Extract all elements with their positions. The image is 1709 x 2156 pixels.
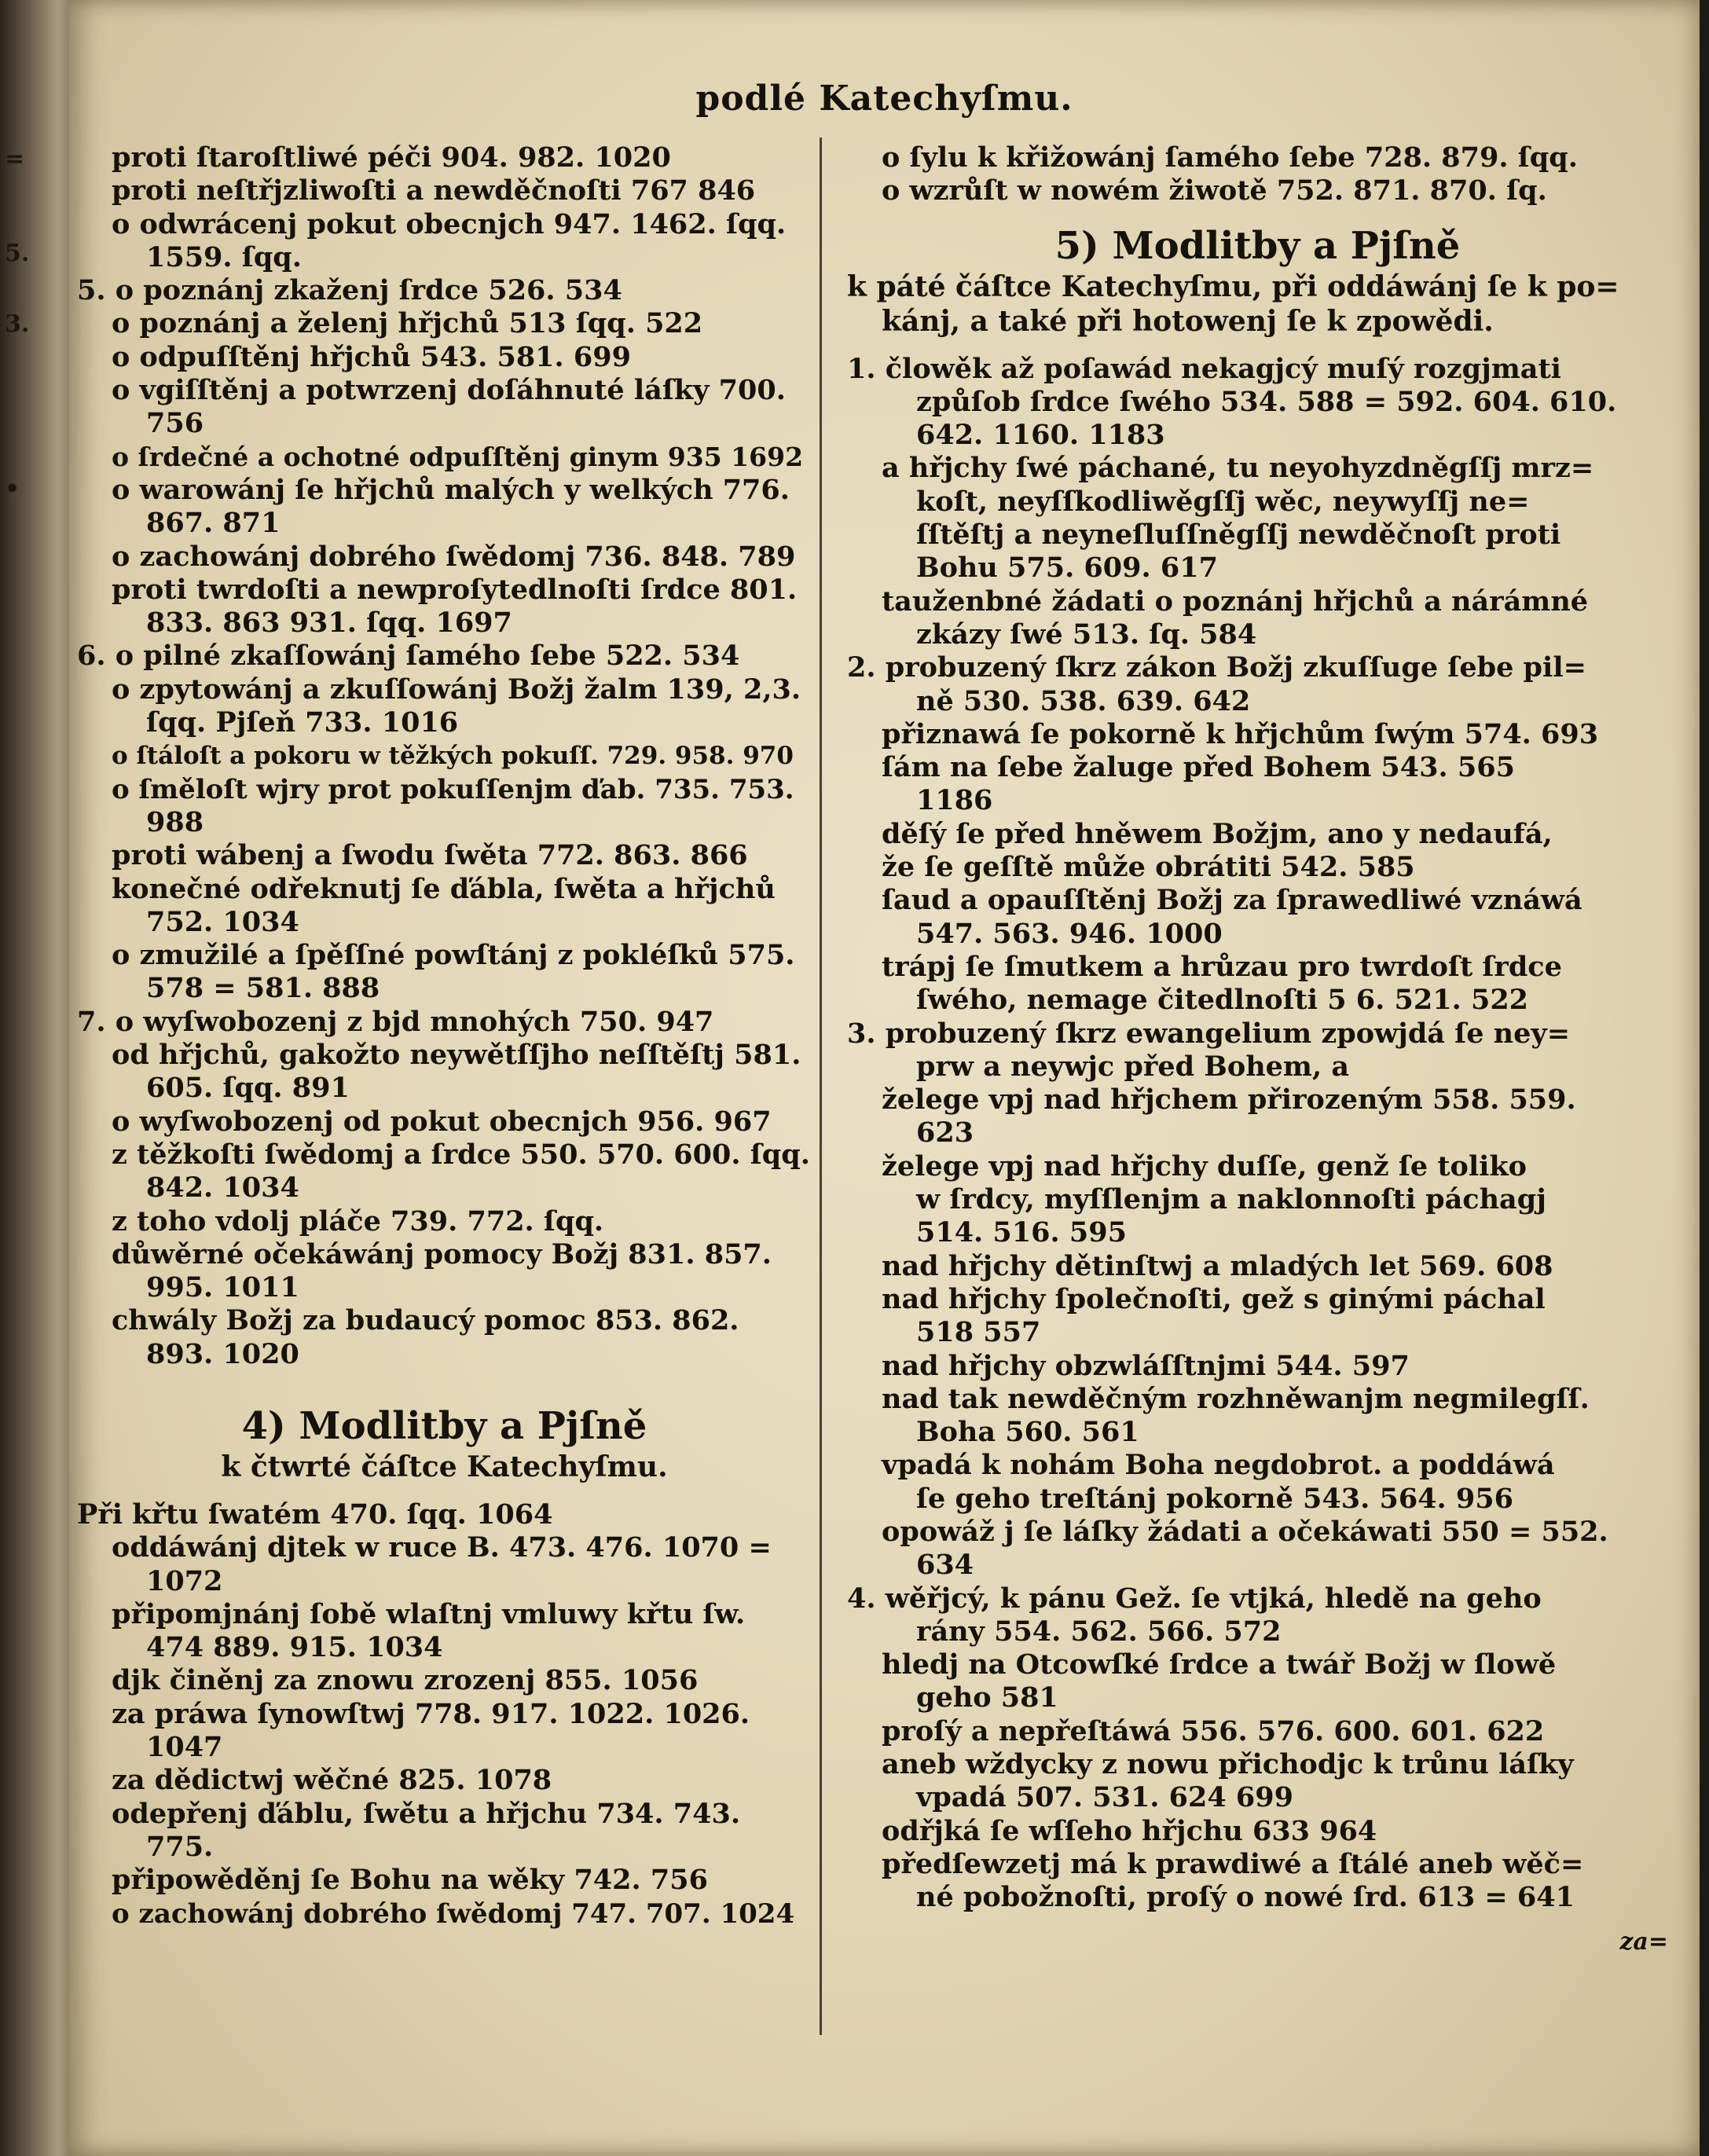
index-entry: Při křtu ſwatém 470. ſqq. 1064: [77, 1498, 553, 1531]
index-entry: ſwého, nemage čitedlnoſti 5 6. 521. 522: [916, 984, 1529, 1017]
index-entry: o odwrácenj pokut obecnjch 947. 1462. ſqq.: [112, 207, 787, 240]
index-entry: 988: [146, 805, 204, 838]
index-entry: nad hřjchy obzwláſſtnjmi 544. 597: [882, 1349, 1410, 1382]
index-entry: trápj ſe ſmutkem a hrůzau pro twrdoſt ſrdce: [882, 950, 1562, 983]
index-entry: připomjnánj ſobě wlaſtnj vmluwy křtu ſw.: [112, 1597, 746, 1630]
index-entry: z těžkoſti ſwědomj a ſrdce 550. 570. 600. ſqq.: [112, 1138, 810, 1171]
index-entry: o zpytowánj a zkuſſowánj Božj žalm 139, 2,3.: [112, 673, 801, 706]
index-entry: o wyſwobozenj od pokut obecnjch 956. 967: [112, 1105, 772, 1138]
edge-mark: =: [5, 145, 25, 173]
index-entry: 1. člowěk až poſawád nekagjcý muſý rozgjmati: [847, 352, 1561, 385]
index-entry: nad hřjchy ſpolečnoſti, gež s ginými páchal: [882, 1282, 1546, 1315]
index-entry: geho 581: [916, 1681, 1058, 1714]
index-entry: 4. wěřjcý, k pánu Gež. ſe vtjká, hledě na geho: [847, 1582, 1542, 1615]
section-5-index-list: [847, 353, 1668, 1915]
catchword: za=: [1619, 1927, 1668, 1956]
section-gap: [77, 1484, 812, 1498]
section-5-title: 5) Modlitby a Pjſně: [1054, 223, 1461, 268]
index-entry: že ſe geſſtě může obrátiti 542. 585: [882, 851, 1415, 884]
index-entry: nad tak newděčným rozhněwanjm negmilegſſ.: [882, 1382, 1590, 1415]
index-entry: 547. 563. 946. 1000: [916, 917, 1223, 950]
index-entry: o odpuſſtěnj hřjchů 543. 581. 699: [112, 340, 631, 373]
section-gap: [77, 1371, 812, 1402]
index-entry: připowěděnj ſe Bohu na wěky 742. 756: [112, 1864, 708, 1897]
column-divider: [820, 138, 822, 2035]
index-entry: o wzrůſt w nowém žiwotě 752. 871. 870. ſq.: [882, 174, 1547, 207]
section-gap: [847, 339, 1668, 353]
index-entry: rány 554. 562. 566. 572: [916, 1615, 1282, 1648]
index-entry: o poznánj a želenj hřjchů 513 ſqq. 522: [112, 307, 703, 340]
index-entry: 2. probuzený ſkrz zákon Božj zkuſſuge ſebe pil=: [847, 651, 1586, 684]
index-entry: opowáž j ſe láſky žádati a očekáwati 550 = 552.: [882, 1515, 1608, 1548]
edge-mark: •: [5, 475, 20, 503]
index-entry: w ſrdcy, myſſlenjm a naklonnoſti páchagj: [916, 1183, 1546, 1216]
index-entry: zkázy ſwé 513. ſq. 584: [916, 618, 1257, 651]
index-entry: o zachowánj dobrého ſwědomj 736. 848. 789: [112, 540, 796, 573]
page-paper: [69, 0, 1700, 2156]
index-entry: ſám na ſebe žaluge před Bohem 543. 565: [882, 751, 1515, 784]
index-entry: oddáwánj djtek w ruce B. 473. 476. 1070 =: [112, 1531, 772, 1564]
index-entry: 518 557: [916, 1316, 1041, 1349]
index-entry: 605. ſqq. 891: [146, 1072, 350, 1105]
index-entry: od hřjchů, gakožto neywětſſjho neſſtěſtj 581.: [112, 1039, 801, 1072]
index-entry: chwály Božj za budaucý pomoc 853. 862.: [112, 1304, 739, 1337]
index-entry: o zmužilé a ſpěſſné powſtánj z pokléſků 575.: [112, 939, 795, 972]
index-entry: 833. 863 931. ſqq. 1697: [146, 607, 512, 640]
index-entry: přiznawá ſe pokorně k hřjchům ſwým 574. 693: [882, 717, 1599, 750]
index-entry: 1047: [146, 1731, 223, 1764]
index-entry: 623: [916, 1116, 974, 1150]
index-entry: 634: [916, 1549, 974, 1582]
index-entry: proſý a nepřeſtáwá 556. 576. 600. 601. 622: [882, 1714, 1545, 1747]
index-entry: 474 889. 915. 1034: [146, 1631, 443, 1664]
index-entry: odepřenj ďáblu, ſwětu a hřjchu 734. 743.: [112, 1797, 741, 1830]
index-entry: proti twrdoſti a newproſytedlnoſti ſrdce 801.: [112, 573, 798, 606]
index-entry: o ſylu k křižowánj ſamého ſebe 728. 879. ſqq.: [882, 141, 1578, 174]
section-5-subtitle-line-1: k páté čáſtce Katechyſmu, při oddáwánj ſe k po=: [847, 270, 1619, 303]
section-4-title: 4) Modlitby a Pjſně: [241, 1403, 647, 1448]
index-entry: 642. 1160. 1183: [916, 419, 1165, 452]
index-entry: 775.: [146, 1830, 214, 1863]
index-entry: 756: [146, 407, 204, 440]
index-entry: 5. o poznánj zkaženj ſrdce 526. 534: [77, 274, 622, 307]
index-entry: ně 530. 538. 639. 642: [916, 684, 1251, 717]
index-entry: koſt, neyſſkodliwěgſſj wěc, neywyſſj ne=: [916, 485, 1530, 518]
previous-page-edge: [0, 0, 72, 2156]
index-entry: o ſtáloſt a pokoru w těžkých pokuſſ. 729. 958. 970: [112, 742, 794, 771]
index-entry: proti neſtřjzliwoſti a newděčnoſti 767 846: [112, 174, 756, 207]
index-entry: za práwa ſynowſtwj 778. 917. 1022. 1026.: [112, 1697, 750, 1730]
index-entry: Bohu 575. 609. 617: [916, 552, 1218, 585]
index-entry: ſe geho treſtánj pokorně 543. 564. 956: [916, 1482, 1513, 1515]
index-entry: 995. 1011: [146, 1271, 299, 1304]
index-entry: z toho vdolj pláče 739. 772. ſqq.: [112, 1204, 604, 1238]
index-entry: nad hřjchy dětinſtwj a mladých let 569. 608: [882, 1249, 1553, 1282]
index-entry: důwěrné očekáwánj pomocy Božj 831. 857.: [112, 1238, 772, 1270]
index-entry: odřjká ſe wſſeho hřjchu 633 964: [882, 1814, 1377, 1847]
right-top-index-list: [847, 141, 1668, 208]
index-entry: proti ſtaroſtliwé péči 904. 982. 1020: [112, 141, 671, 174]
index-entry: o vgiſſtěnj a potwrzenj doſáhnuté láſky 700.: [112, 374, 786, 407]
index-entry: aneb wždycky z nowu přichodjc k trůnu láſky: [882, 1748, 1574, 1781]
index-entry: předſewzetj má k prawdiwé a ſtálé aneb wěč=: [882, 1847, 1584, 1880]
index-entry: děſý ſe před hněwem Božjm, ano y nedaufá,: [882, 817, 1553, 850]
index-entry: 514. 516. 595: [916, 1216, 1127, 1249]
index-entry: 842. 1034: [146, 1172, 299, 1204]
index-entry: želege vpj nad hřjchem přirozeným 558. 559.: [882, 1084, 1576, 1116]
index-entry: a hřjchy ſwé páchané, tu neyohyzdněgſſj mrz=: [882, 452, 1594, 485]
index-entry: o warowánj ſe hřjchů malých y welkých 776.: [112, 473, 790, 506]
index-entry: 1559. ſqq.: [146, 240, 302, 273]
index-entry: o ſměloſt wjry prot pokuſſenjm ďab. 735. 753.: [112, 773, 794, 805]
page-title: podlé Katechyſmu.: [695, 79, 1073, 119]
index-entry: 6. o pilné zkaſſowánj ſamého ſebe 522. 534: [77, 640, 740, 673]
section-4-index-list: [77, 1498, 812, 1930]
index-entry: ſſtěſtj a neyneſluſſněgſſj newděčnoſt proti: [916, 519, 1561, 552]
index-entry: o ſrdečné a ochotné odpuſſtěnj ginym 935 1692: [112, 441, 804, 472]
index-entry: želege vpj nad hřjchy duſſe, genž ſe toliko: [882, 1150, 1527, 1182]
index-entry: vpadá k nohám Boha negdobrot. a poddáwá: [882, 1449, 1555, 1482]
edge-mark: 5.: [5, 240, 30, 267]
index-entry: 867. 871: [146, 507, 281, 540]
section-4-subtitle: k čtwrté čáſtce Katechyſmu.: [221, 1450, 668, 1483]
index-entry: 3. probuzený ſkrz ewangelium zpowjdá ſe ney=: [847, 1017, 1571, 1050]
index-entry: proti wábenj a ſwodu ſwěta 772. 863. 866: [112, 839, 748, 872]
index-entry: za dědictwj wěčné 825. 1078: [112, 1764, 552, 1797]
index-entry: 893. 1020: [146, 1337, 299, 1370]
right-column: [847, 141, 1668, 1956]
left-index-list: [77, 141, 812, 1371]
index-entry: 578 = 581. 888: [146, 972, 380, 1005]
edge-mark: 3.: [5, 310, 30, 338]
index-entry: 752. 1034: [146, 905, 299, 938]
section-gap: [847, 208, 1668, 222]
index-entry: o zachowánj dobrého ſwědomj 747. 707. 1024: [112, 1898, 795, 1930]
section-5-subtitle-line-2: kánj, a také při hotowenj ſe k zpowědi.: [882, 304, 1494, 338]
index-entry: vpadá 507. 531. 624 699: [916, 1781, 1293, 1814]
index-entry: způſob ſrdce ſwého 534. 588 = 592. 604. 610.: [916, 385, 1617, 418]
index-entry: djk činěnj za znowu zrozenj 855. 1056: [112, 1664, 699, 1697]
index-entry: ſqq. Pjſeň 733. 1016: [146, 706, 459, 739]
index-entry: 1186: [916, 784, 993, 817]
index-entry: konečné odřeknutj ſe ďábla, ſwěta a hřjchů: [112, 872, 776, 905]
index-entry: 7. o wyſwobozenj z bjd mnohých 750. 947: [77, 1005, 714, 1038]
index-entry: tauženbné žádati o poznánj hřjchů a nárámné: [882, 585, 1589, 618]
index-entry: 1072: [146, 1564, 223, 1597]
index-entry: né pobožnoſti, proſý o nowé ſrd. 613 = 641: [916, 1881, 1575, 1914]
left-column: [77, 141, 812, 1930]
index-entry: hledj na Otcowſké ſrdce a twář Božj w ſlowě: [882, 1648, 1557, 1681]
index-entry: Boha 560. 561: [916, 1416, 1139, 1449]
index-entry: ſaud a opauſſtěnj Božj za ſprawedliwé vznáwá: [882, 884, 1582, 917]
index-entry: prw a neywjc před Bohem, a: [916, 1050, 1349, 1083]
